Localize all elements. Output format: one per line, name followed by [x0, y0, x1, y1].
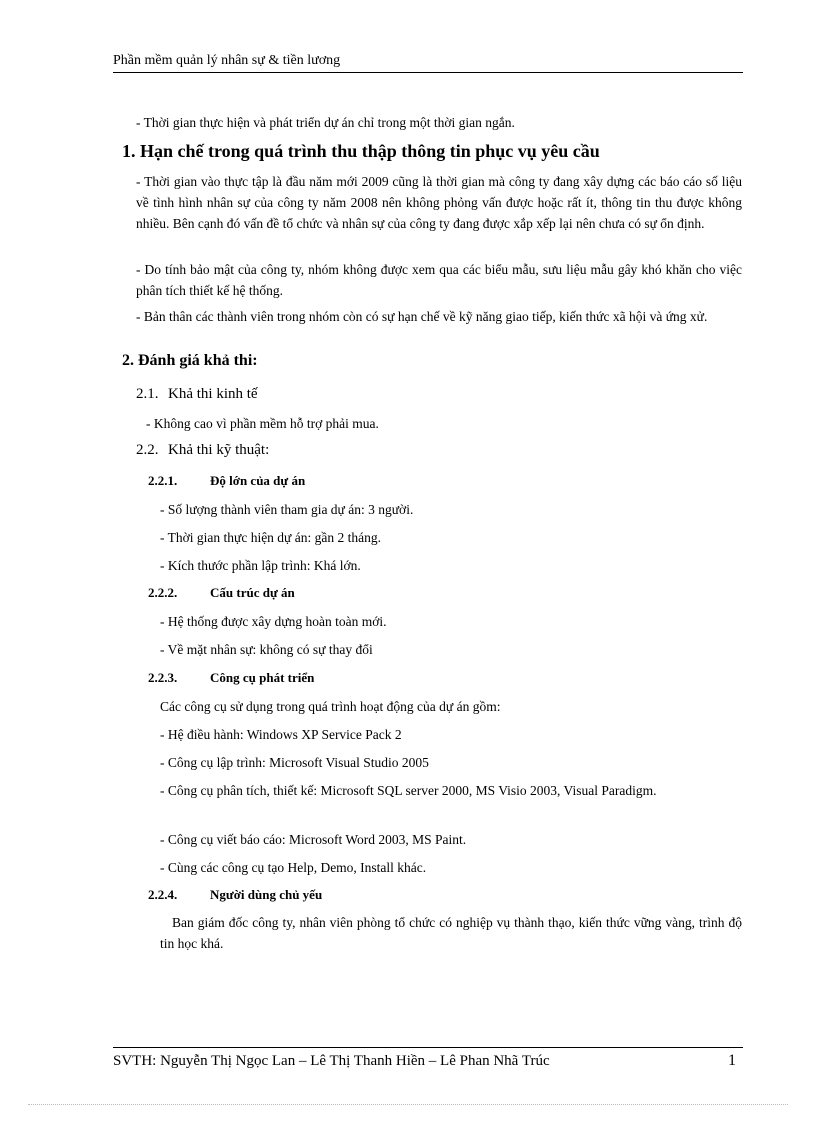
header-divider: [113, 72, 743, 73]
section-2-2-4-heading: [148, 887, 322, 903]
section-2-2-2-number: 2.2.2.: [148, 585, 178, 600]
users-paragraph: Ban giám đốc công ty, nhân viên phòng tổ chức có nghiệp vụ thành thạo, kiến thức vững vàng, trình độ tin học khá.: [160, 915, 742, 951]
section-2-2-title: Khả thi kỹ thuật:: [168, 442, 270, 458]
section-2-2-1-heading: [148, 473, 305, 489]
section-2-2-1-number: 2.2.1.: [148, 473, 178, 488]
footer-divider: [113, 1047, 743, 1048]
section-2-1-number: 2.1.: [136, 386, 159, 402]
section-1-paragraph-3: - Bản thân các thành viên trong nhóm còn có sự hạn chế về kỹ năng giao tiếp, kiến thức xã hội và ứng xử.: [136, 309, 708, 324]
section-2-1-heading: [136, 386, 258, 403]
section-2-2-2-heading: [148, 585, 295, 601]
list-item: - Về mặt nhân sự: không có sự thay đổi: [160, 642, 373, 657]
section-2-1-title: Khả thi kinh tế: [168, 386, 258, 402]
list-item: - Kích thước phần lập trình: Khá lớn.: [160, 558, 361, 573]
list-item: - Hệ thống được xây dựng hoàn toàn mới.: [160, 614, 387, 629]
section-2-2-2-title: Cấu trúc dự án: [210, 585, 295, 600]
section-2-2-4-title: Người dùng chủ yếu: [210, 887, 323, 902]
list-item: - Công cụ lập trình: Microsoft Visual Studio 2005: [160, 755, 429, 770]
section-2-2-4-number: 2.2.4.: [148, 887, 178, 902]
section-2-2-3-title: Công cụ phát triển: [210, 670, 315, 685]
intro-paragraph: - Thời gian thực hiện và phát triển dự án chỉ trong một thời gian ngắn.: [136, 115, 515, 130]
section-2-2-heading: [136, 442, 269, 459]
section-2-2-3-heading: [148, 670, 314, 686]
section-2-2-number: 2.2.: [136, 442, 159, 458]
list-item: - Hệ điều hành: Windows XP Service Pack 2: [160, 727, 402, 742]
section-2-heading: 2. Đánh giá khả thi:: [122, 352, 258, 369]
page-number: 1: [728, 1052, 736, 1069]
section-1-paragraph-1: - Thời gian vào thực tập là đầu năm mới 2009 cũng là thời gian mà công ty đang xây dựng các báo cáo số liệu về tình hình nhân sự của công ty năm 2008 nên không phỏng vấn được hoặc rất ít, thông tin thu được không nhiều. Bên cạnh đó vấn đề tổ chức và nhân sự của công ty đang được xắp xếp lại nên chưa có sự ổn định.: [136, 174, 742, 231]
list-item: - Số lượng thành viên tham gia dự án: 3 người.: [160, 502, 414, 517]
section-2-2-3-number: 2.2.3.: [148, 670, 178, 685]
footer-authors: SVTH: Nguyễn Thị Ngọc Lan – Lê Thị Thanh Hiền – Lê Phan Nhã Trúc: [113, 1053, 550, 1069]
section-1-heading: 1. Hạn chế trong quá trình thu thập thông tin phục vụ yêu cầu: [122, 141, 600, 161]
page-bottom-border: [28, 1104, 788, 1105]
tools-intro: Các công cụ sử dụng trong quá trình hoạt động của dự án gồm:: [160, 699, 501, 714]
section-2-1-item: - Không cao vì phần mềm hỗ trợ phải mua.: [146, 416, 379, 431]
list-item: - Công cụ viết báo cáo: Microsoft Word 2003, MS Paint.: [160, 832, 467, 847]
list-item: - Thời gian thực hiện dự án: gần 2 tháng.: [160, 530, 381, 545]
section-2-2-1-title: Độ lớn của dự án: [210, 473, 306, 488]
list-item: - Cùng các công cụ tạo Help, Demo, Install khác.: [160, 860, 427, 875]
page-header-title: Phần mềm quản lý nhân sự & tiền lương: [113, 53, 341, 68]
list-item: - Công cụ phân tích, thiết kế: Microsoft SQL server 2000, MS Visio 2003, Visual Paradigm.: [160, 783, 657, 798]
section-1-paragraph-2: - Do tính bảo mật của công ty, nhóm không được xem qua các biểu mẫu, sưu liệu mẫu gây khó khăn cho việc phân tích thiết kế hệ thống.: [136, 262, 742, 298]
